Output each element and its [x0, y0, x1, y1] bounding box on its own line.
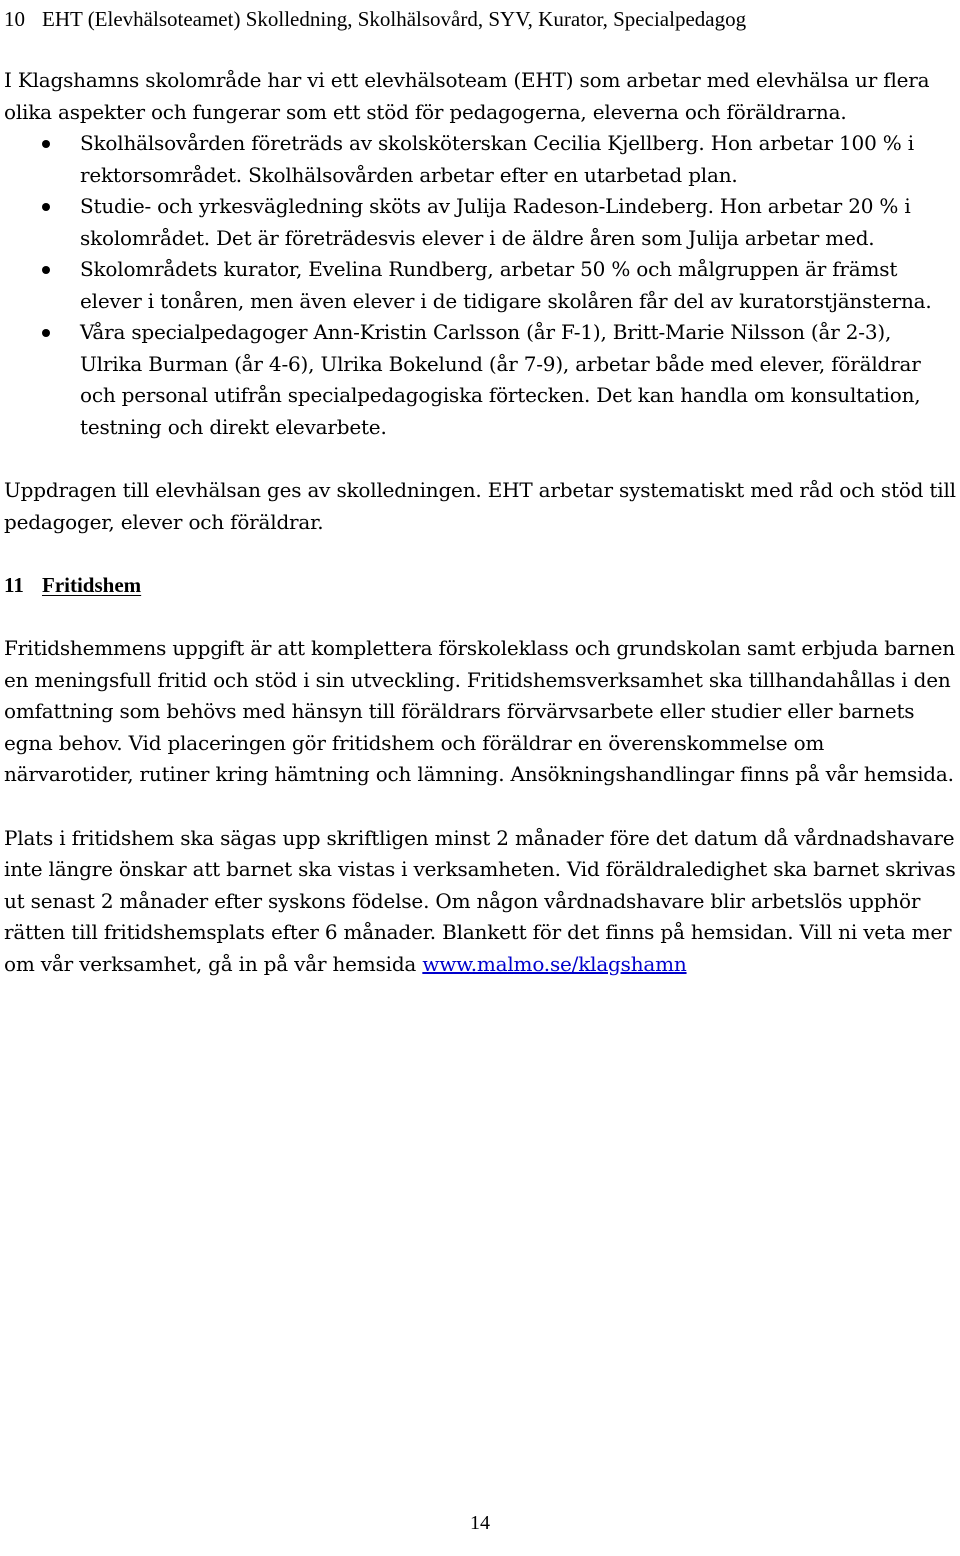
page-number: 14	[470, 1512, 490, 1534]
section-10-title: EHT (Elevhälsoteamet) Skolledning, Skolhälsovård, SYV, Kurator, Specialpedagog	[42, 7, 747, 31]
section-11-paragraph-1: Fritidshemmens uppgift är att komplettera förskoleklass och grundskolan samt erbjuda barnen en meningsfull fritid och stöd i sin utveckling. Fritidshemsverksamhet ska tillhandahållas i den omfattning som behövs med hänsyn till föräldrars förvärvsarbete eller studier eller barnets egna behov. Vid placeringen gör fritidshem och föräldrar en överenskommelse om närvarotider, rutiner kring hämtning och lämning. Ansökningshandlingar finns på vår hemsida.	[4, 636, 955, 786]
bullet-text: Skolområdets kurator, Evelina Rundberg, arbetar 50 % och målgruppen är främst elever i tonåren, men även elever i de tidigare skolåren får del av kuratorstjänsterna.	[80, 257, 932, 313]
bullet-item-counselor	[4, 254, 958, 317]
bullet-text: Våra specialpedagoger Ann-Kristin Carlsson (år F-1), Britt-Marie Nilsson (år 2-3), Ulrika Burman (år 4-6), Ulrika Bokelund (år 7-9), arbetar både med elever, föräldrar och personal utifrån specialpedagogiska förtecken. Det kan handla om konsultation, testning och direkt elevarbete.	[80, 320, 921, 439]
bullet-icon	[42, 140, 50, 148]
section-11-title: Fritidshem	[42, 573, 142, 597]
section-10-closing: Uppdragen till elevhälsan ges av skolledningen. EHT arbetar systematiskt med råd och stöd till pedagoger, elever och föräldrar.	[4, 478, 956, 534]
bullet-icon	[42, 203, 50, 211]
section-10-number: 10	[4, 7, 25, 31]
bullet-item-school-health	[4, 128, 958, 191]
section-11-paragraph-2-text: Plats i fritidshem ska sägas upp skriftligen minst 2 månader före det datum då vårdnadshavare inte längre önskar att barnet ska vistas i verksamheten. Vid föräldraledighet ska barnet skrivas ut senast 2 månader efter syskons födelse. Om någon vårdnadshavare blir arbetslös upphör rätten till fritidshemsplats efter 6 månader. Blankett för det finns på hemsidan. Vill ni veta mer om vår verksamhet, gå in på vår hemsida	[4, 825, 956, 976]
bullet-text: Skolhälsovården företräds av skolsköterskan Cecilia Kjellberg. Hon arbetar 100 % i rektorsområdet. Skolhälsovården arbetar efter en utarbetad plan.	[80, 131, 914, 187]
bullet-item-special-educators	[4, 317, 958, 443]
section-11-number: 11	[4, 573, 24, 597]
bullet-text: Studie- och yrkesvägledning sköts av Julija Radeson-Lindeberg. Hon arbetar 20 % i skolområdet. Det är företrädesvis elever i de äldre åren som Julija arbetar med.	[80, 194, 911, 250]
bullet-icon	[42, 266, 50, 274]
page-content	[4, 4, 958, 980]
section-10-bullet-list	[4, 128, 958, 443]
section-10-intro: I Klagshamns skolområde har vi ett elevhälsoteam (EHT) som arbetar med elevhälsa ur flera olika aspekter och fungerar som ett stöd för pedagogerna, eleverna och föräldrarna.	[4, 68, 930, 124]
section-10-heading	[4, 4, 958, 35]
section-11-heading	[4, 570, 958, 601]
bullet-item-career-guidance	[4, 191, 958, 254]
section-11-paragraph-2	[4, 823, 958, 981]
bullet-icon	[42, 329, 50, 337]
website-link[interactable]: www.malmo.se/klagshamn	[422, 951, 687, 976]
